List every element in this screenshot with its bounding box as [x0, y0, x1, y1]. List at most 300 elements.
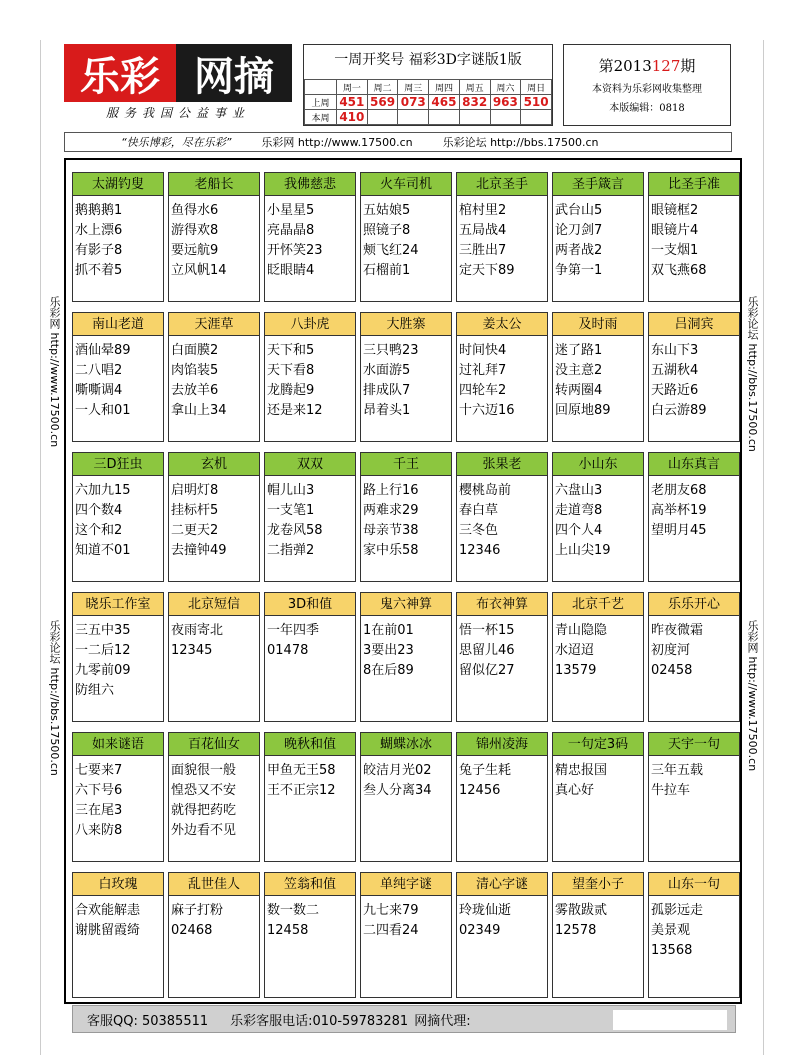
riddle-card: [360, 592, 452, 722]
last-week-number: 073: [398, 95, 429, 110]
riddle-card: [360, 172, 452, 302]
last-week-number: 832: [459, 95, 490, 110]
riddle-line: 鱼得水6: [171, 203, 219, 218]
riddle-card-lines: [649, 616, 739, 681]
riddle-card-lines: [361, 476, 451, 561]
riddle-card-lines: [265, 616, 355, 661]
riddle-card-lines: [361, 896, 451, 941]
riddle-line: 帽儿山3: [267, 483, 315, 498]
riddle-card: [264, 872, 356, 998]
riddle-line: 眨眼睛4: [267, 263, 315, 278]
riddle-line: 要远航9: [171, 243, 219, 258]
weekly-results-table: [304, 79, 552, 125]
riddle-card-title: 老船长: [169, 173, 259, 196]
weekday-header: 周一: [337, 80, 368, 95]
riddle-card: [264, 172, 356, 302]
riddle-line: 论刀剑7: [555, 223, 603, 238]
motto-quote: “快乐博彩，尽在乐彩”: [121, 136, 232, 149]
riddle-line: 高举杯19: [651, 503, 707, 518]
riddle-line: 天下看8: [267, 363, 315, 378]
riddle-line: 02349: [459, 923, 501, 938]
riddle-line: 定天下89: [459, 263, 515, 278]
riddle-line: 二更天2: [171, 523, 219, 538]
riddle-card-lines: [265, 896, 355, 941]
riddle-line: 照镜子8: [363, 223, 411, 238]
riddle-line: 排成队7: [363, 383, 411, 398]
riddle-line: 嘶嘶调4: [75, 383, 123, 398]
riddle-card-lines: [361, 616, 451, 681]
riddle-card: [648, 592, 740, 722]
riddle-card-lines: [169, 196, 259, 281]
last-week-number: 451: [337, 95, 368, 110]
footer-phone: 乐彩客服电话:010-59783281: [230, 1013, 409, 1029]
draw-results-title: 一周开奖号 福彩3D字谜版1版: [334, 52, 522, 68]
weekday-header: 周五: [459, 80, 490, 95]
riddle-card: [72, 452, 164, 582]
riddle-card: [72, 872, 164, 998]
weekday-header: 周日: [521, 80, 552, 95]
riddle-line: 天路近6: [651, 383, 699, 398]
footer-qq: 客服QQ: 50385511: [87, 1013, 209, 1029]
riddle-card-title: 北京圣手: [457, 173, 547, 196]
riddle-line: 02458: [651, 663, 693, 678]
riddle-line: 三胜出7: [459, 243, 507, 258]
riddle-line: 走道弯8: [555, 503, 603, 518]
riddle-line: 二四看24: [363, 923, 419, 938]
riddle-card-title: 鬼六神算: [361, 593, 451, 616]
riddle-card: [552, 312, 644, 442]
riddle-line: 八来防8: [75, 823, 123, 838]
riddle-line: 02468: [171, 923, 213, 938]
riddle-line: 还是来12: [267, 403, 323, 418]
riddle-line: 小星星5: [267, 203, 315, 218]
riddle-card-title: 笠翁和值: [265, 873, 355, 896]
this-week-number: [367, 110, 398, 125]
riddle-card: [648, 872, 740, 998]
riddle-line: 昨夜微霜: [651, 623, 704, 638]
riddle-card-lines: [553, 616, 643, 681]
riddle-card-lines: [457, 336, 547, 421]
riddle-line: 两难求29: [363, 503, 419, 518]
riddle-card: [72, 592, 164, 722]
riddle-card-title: 小山东: [553, 453, 643, 476]
riddle-line: 武台山5: [555, 203, 603, 218]
riddle-card-lines: [649, 476, 739, 541]
riddle-line: 12458: [267, 923, 309, 938]
riddle-card-lines: [553, 756, 643, 801]
riddle-line: 拿山上34: [171, 403, 227, 418]
this-week-number: [398, 110, 429, 125]
riddle-line: 五姑娘5: [363, 203, 411, 218]
riddle-line: 过礼拜7: [459, 363, 507, 378]
riddle-line: 石榴前1: [363, 263, 411, 278]
riddle-line: 棺村里2: [459, 203, 507, 218]
riddle-line: 眼镜框2: [651, 203, 699, 218]
riddle-line: 二八唱2: [75, 363, 123, 378]
riddle-line: 12345: [171, 643, 213, 658]
riddle-line: 一支烟1: [651, 243, 699, 258]
riddle-line: 面貌很一般: [171, 763, 237, 778]
riddle-line: 悟一杯15: [459, 623, 515, 638]
riddle-line: 老朋友68: [651, 483, 707, 498]
footer-bar: [72, 1005, 736, 1033]
riddle-card-title: 锦州凌海: [457, 733, 547, 756]
riddle-line: 二指弹2: [267, 543, 315, 558]
riddle-line: 四个数4: [75, 503, 123, 518]
riddle-card-lines: [553, 476, 643, 561]
riddle-line: 肉馅装5: [171, 363, 219, 378]
riddle-line: 三只鸭23: [363, 343, 419, 358]
riddle-card-lines: [361, 336, 451, 421]
riddle-card: [264, 592, 356, 722]
riddle-card: [168, 172, 260, 302]
riddle-card-title: 蝴蝶冰冰: [361, 733, 451, 756]
riddle-line: 没主意2: [555, 363, 603, 378]
this-week-number: 410: [337, 110, 368, 125]
riddle-card-title: 八卦虎: [265, 313, 355, 336]
riddle-card-lines: [649, 756, 739, 801]
riddle-line: 牛拉车: [651, 783, 691, 798]
forum-link[interactable]: 乐彩论坛 http://bbs.17500.cn: [442, 136, 599, 149]
riddle-line: 留似亿27: [459, 663, 515, 678]
riddle-card-lines: [457, 756, 547, 801]
logo: [64, 44, 292, 102]
riddle-card-lines: [649, 896, 739, 961]
riddle-line: 去撞钟49: [171, 543, 227, 558]
riddle-line: 一年四季: [267, 623, 320, 638]
riddle-card-title: 3D和值: [265, 593, 355, 616]
riddle-card-title: 吕洞宾: [649, 313, 739, 336]
logo-right: 网摘: [176, 44, 292, 102]
weekday-header: 周二: [367, 80, 398, 95]
riddle-card: [552, 872, 644, 998]
riddle-line: 01478: [267, 643, 309, 658]
this-week-number: [429, 110, 460, 125]
riddle-card-title: 我佛慈悲: [265, 173, 355, 196]
riddle-line: 王不正宗12: [267, 783, 336, 798]
riddle-line: 六加九15: [75, 483, 131, 498]
riddle-card-title: 火车司机: [361, 173, 451, 196]
riddle-card: [168, 312, 260, 442]
riddle-card-lines: [649, 336, 739, 421]
riddle-card-title: 双双: [265, 453, 355, 476]
riddle-card-title: 望奎小子: [553, 873, 643, 896]
riddle-card: [648, 452, 740, 582]
draw-results-box: [303, 44, 553, 126]
riddle-card-title: 天涯草: [169, 313, 259, 336]
riddle-line: 叁人分离34: [363, 783, 432, 798]
riddle-card-lines: [73, 616, 163, 701]
riddle-line: 白云游89: [651, 403, 707, 418]
riddle-card-title: 晚秋和值: [265, 733, 355, 756]
riddle-line: 三年五载: [651, 763, 704, 778]
riddle-card-lines: [457, 616, 547, 681]
riddle-line: 水面游5: [363, 363, 411, 378]
riddle-card-lines: [553, 196, 643, 281]
slogan: 服务我国公益事业: [105, 106, 250, 120]
riddle-card: [552, 732, 644, 862]
riddle-line: 眼镜片4: [651, 223, 699, 238]
weekday-header: 周四: [429, 80, 460, 95]
riddle-card-lines: [169, 616, 259, 661]
riddle-line: 四轮车2: [459, 383, 507, 398]
riddle-line: 去放羊6: [171, 383, 219, 398]
riddle-card-title: 天宇一句: [649, 733, 739, 756]
weekday-header: 周三: [398, 80, 429, 95]
riddle-card-title: 布衣神算: [457, 593, 547, 616]
riddle-line: 一二后12: [75, 643, 131, 658]
riddle-line: 游得欢8: [171, 223, 219, 238]
side-left-top: 乐彩网 http://www.17500.cn: [48, 296, 61, 448]
riddle-line: 1在前01: [363, 623, 414, 638]
riddle-line: 抓不着5: [75, 263, 123, 278]
riddle-card: [552, 592, 644, 722]
riddle-line: 13568: [651, 943, 693, 958]
riddle-line: 开怀笑23: [267, 243, 323, 258]
riddle-card: [168, 872, 260, 998]
riddle-line: 谢朓留霞绮: [75, 923, 141, 938]
riddle-line: 12346: [459, 543, 501, 558]
riddle-line: 皎洁月光02: [363, 763, 432, 778]
footer-agent: 网摘代理:: [414, 1013, 471, 1029]
riddle-card: [456, 592, 548, 722]
riddle-card: [552, 452, 644, 582]
riddle-line: 水上漂6: [75, 223, 123, 238]
riddle-line: 真心好: [555, 783, 595, 798]
riddle-line: 酒仙晕89: [75, 343, 131, 358]
riddle-card-lines: [361, 196, 451, 281]
riddle-line: 立风帆14: [171, 263, 227, 278]
riddle-line: 孤影远走: [651, 903, 704, 918]
riddle-card-lines: [265, 476, 355, 561]
source-note: 本资料为乐彩网收集整理: [592, 84, 702, 95]
side-right-top: 乐彩论坛 http://bbs.17500.cn: [746, 296, 759, 452]
this-week-number: [521, 110, 552, 125]
riddle-card-title: 一句定3码: [553, 733, 643, 756]
riddle-line: 争第一1: [555, 263, 603, 278]
riddle-line: 12456: [459, 783, 501, 798]
riddle-card-lines: [73, 196, 163, 281]
riddle-line: 龙腾起9: [267, 383, 315, 398]
riddle-line: 夜雨寄北: [171, 623, 224, 638]
last-week-number: 569: [367, 95, 398, 110]
riddle-card-lines: [169, 896, 259, 941]
riddle-card-title: 及时雨: [553, 313, 643, 336]
riddle-line: 樱桃岛前: [459, 483, 512, 498]
riddle-card-title: 三D狂虫: [73, 453, 163, 476]
this-week-label: 本周: [305, 110, 337, 125]
riddle-line: 一人和01: [75, 403, 131, 418]
riddle-card-lines: [457, 896, 547, 941]
riddle-card: [72, 172, 164, 302]
riddle-card-lines: [361, 756, 451, 801]
logo-left: 乐彩: [64, 44, 176, 102]
riddle-card: [648, 732, 740, 862]
riddle-line: 水迢迢: [555, 643, 595, 658]
riddle-card-lines: [265, 336, 355, 421]
riddle-line: 白面膜2: [171, 343, 219, 358]
riddle-card-lines: [553, 336, 643, 421]
riddle-line: 三五中35: [75, 623, 131, 638]
riddle-card-title: 北京千艺: [553, 593, 643, 616]
riddle-line: 十六迈16: [459, 403, 515, 418]
last-week-number: 963: [490, 95, 521, 110]
riddle-card-title: 如来谜语: [73, 733, 163, 756]
riddle-line: 初度河: [651, 643, 691, 658]
riddle-card: [456, 732, 548, 862]
riddle-card: [168, 592, 260, 722]
riddle-card-title: 山东一句: [649, 873, 739, 896]
riddle-card-lines: [169, 756, 259, 841]
riddle-line: 外边看不见: [171, 823, 237, 838]
riddle-line: 两者战2: [555, 243, 603, 258]
riddle-line: 这个和2: [75, 523, 123, 538]
riddle-card-lines: [73, 336, 163, 421]
riddle-line: 东山下3: [651, 343, 699, 358]
issue-number: 第2013127期: [598, 57, 696, 75]
riddle-line: 兔子生耗: [459, 763, 512, 778]
riddle-line: 家中乐58: [363, 543, 419, 558]
this-week-number: [490, 110, 521, 125]
riddle-line: 合欢能解恚: [75, 903, 141, 918]
riddle-line: 一支笔1: [267, 503, 315, 518]
riddle-card-lines: [73, 896, 163, 941]
riddle-line: 六盘山3: [555, 483, 603, 498]
riddle-card: [552, 172, 644, 302]
riddle-card-title: 千王: [361, 453, 451, 476]
last-week-number: 465: [429, 95, 460, 110]
riddle-line: 鹅鹅鹅1: [75, 203, 123, 218]
riddle-card-title: 清心字谜: [457, 873, 547, 896]
riddle-card-lines: [265, 196, 355, 281]
riddle-line: 思留儿46: [459, 643, 515, 658]
side-right-bottom: 乐彩网 http://www.17500.cn: [746, 620, 759, 772]
riddle-card: [360, 312, 452, 442]
riddle-line: 路上行16: [363, 483, 419, 498]
riddle-line: 麻子打粉: [171, 903, 224, 918]
agent-blank: [613, 1010, 727, 1030]
riddle-card: [456, 872, 548, 998]
riddle-line: 有影子8: [75, 243, 123, 258]
riddle-line: 迷了路1: [555, 343, 603, 358]
riddle-line: 数一数二: [267, 903, 320, 918]
riddle-line: 昂着头1: [363, 403, 411, 418]
riddle-card-lines: [265, 756, 355, 801]
riddle-line: 精忠报国: [555, 763, 608, 778]
riddle-line: 转两圈4: [555, 383, 603, 398]
riddle-line: 九七来79: [363, 903, 419, 918]
riddle-card-title: 比圣手准: [649, 173, 739, 196]
riddle-line: 挂标杆5: [171, 503, 219, 518]
editor-note: 本版编辑：0818: [609, 103, 685, 114]
riddle-card: [648, 172, 740, 302]
riddle-card-title: 玄机: [169, 453, 259, 476]
riddle-card-title: 姜太公: [457, 313, 547, 336]
riddle-card-lines: [457, 476, 547, 561]
riddle-line: 五局战4: [459, 223, 507, 238]
riddle-card-title: 大胜寨: [361, 313, 451, 336]
riddle-line: 12578: [555, 923, 597, 938]
riddle-line: 防组六: [75, 683, 115, 698]
riddle-card: [72, 312, 164, 442]
riddle-line: 13579: [555, 663, 597, 678]
riddle-card-lines: [73, 476, 163, 561]
last-week-number: 510: [521, 95, 552, 110]
riddle-line: 望明月45: [651, 523, 707, 538]
riddle-card: [360, 732, 452, 862]
riddle-card-lines: [169, 476, 259, 561]
riddle-card-lines: [73, 756, 163, 841]
riddle-line: 龙卷风58: [267, 523, 323, 538]
riddle-line: 四个人4: [555, 523, 603, 538]
riddle-card-title: 北京短信: [169, 593, 259, 616]
riddle-card-title: 圣手箴言: [553, 173, 643, 196]
this-week-number: [459, 110, 490, 125]
riddle-card-title: 太湖钓叟: [73, 173, 163, 196]
riddle-card-title: 单纯字谜: [361, 873, 451, 896]
riddle-line: 三冬色: [459, 523, 499, 538]
riddle-card: [360, 872, 452, 998]
riddle-card-title: 南山老道: [73, 313, 163, 336]
riddle-line: 母亲节38: [363, 523, 419, 538]
riddle-line: 五湖秋4: [651, 363, 699, 378]
riddle-line: 美景观: [651, 923, 691, 938]
riddle-card-title: 白玫瑰: [73, 873, 163, 896]
weekday-header: 周六: [490, 80, 521, 95]
riddle-line: 8在后89: [363, 663, 414, 678]
riddle-line: 惶恐又不安: [171, 783, 237, 798]
riddle-card-title: 晓乐工作室: [73, 593, 163, 616]
riddle-line: 青山隐隐: [555, 623, 608, 638]
riddle-line: 上山尖19: [555, 543, 611, 558]
riddle-grid: [64, 158, 742, 1004]
riddle-card: [264, 452, 356, 582]
riddle-card-lines: [649, 196, 739, 281]
riddle-line: 三在尾3: [75, 803, 123, 818]
riddle-line: 春白草: [459, 503, 499, 518]
riddle-line: 七要来7: [75, 763, 123, 778]
riddle-line: 时间快4: [459, 343, 507, 358]
issue-box: [563, 44, 731, 126]
riddle-card: [264, 732, 356, 862]
side-left-bottom: 乐彩论坛 http://bbs.17500.cn: [48, 620, 61, 776]
riddle-card: [168, 452, 260, 582]
riddle-line: 亮晶晶8: [267, 223, 315, 238]
riddle-card: [264, 312, 356, 442]
riddle-card-lines: [553, 896, 643, 941]
riddle-line: 六下号6: [75, 783, 123, 798]
riddle-card-title: 乐乐开心: [649, 593, 739, 616]
riddle-card-title: 乱世佳人: [169, 873, 259, 896]
site-link[interactable]: 乐彩网 http://www.17500.cn: [261, 136, 413, 149]
riddle-card: [72, 732, 164, 862]
riddle-card: [456, 452, 548, 582]
last-week-label: 上周: [305, 95, 337, 110]
motto-bar: [64, 132, 732, 152]
riddle-card-title: 百花仙女: [169, 733, 259, 756]
riddle-card: [456, 172, 548, 302]
riddle-line: 知道不01: [75, 543, 131, 558]
riddle-card: [168, 732, 260, 862]
riddle-card-title: 张果老: [457, 453, 547, 476]
riddle-line: 3要出23: [363, 643, 414, 658]
riddle-card: [360, 452, 452, 582]
riddle-line: 雾散跋贰: [555, 903, 608, 918]
riddle-line: 颊飞红24: [363, 243, 419, 258]
riddle-line: 玲珑仙逝: [459, 903, 512, 918]
riddle-line: 天下和5: [267, 343, 315, 358]
riddle-card-lines: [169, 336, 259, 421]
